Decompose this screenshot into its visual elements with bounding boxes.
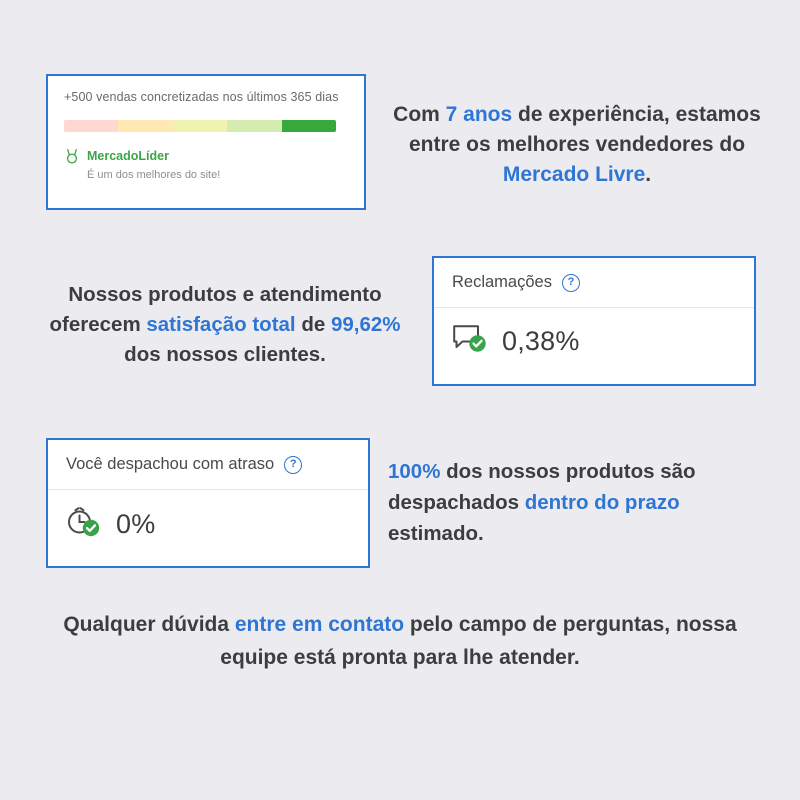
shipping-part1: dos nossos produtos são despachados <box>388 460 696 514</box>
leader-title-label: MercadoLíder <box>87 149 169 163</box>
contact-part1: Qualquer dúvida <box>63 613 235 636</box>
claims-card-header <box>434 258 754 308</box>
satisfaction-highlight-percent: 99,62% <box>330 313 401 336</box>
shipping-delay-card <box>46 438 370 568</box>
thermometer-segment-1 <box>64 120 118 132</box>
claims-card <box>432 256 756 386</box>
shipping-part2: estimado. <box>388 522 484 545</box>
medal-icon <box>64 148 80 164</box>
thermometer-segment-5 <box>282 120 336 132</box>
experience-highlight-years: 7 anos <box>445 103 513 126</box>
claims-card-body <box>434 308 754 375</box>
shipping-value: 0% <box>116 509 156 539</box>
experience-highlight-marketplace: Mercado Livre <box>502 163 646 186</box>
shipping-card-body <box>48 490 368 559</box>
reputation-thermometer <box>64 120 336 132</box>
leader-subtitle-label: É um dos melhores do site! <box>87 169 221 181</box>
satisfaction-part1: Nossos produtos e atendimento oferecem <box>49 283 382 336</box>
experience-text <box>382 100 772 190</box>
satisfaction-text <box>30 280 420 370</box>
shipping-highlight-percent: 100% <box>388 460 441 483</box>
shipping-card-header <box>48 440 368 490</box>
experience-part3: . <box>645 163 652 186</box>
experience-part2: de experiência, estamos entre os melhores vendedores do <box>408 103 761 156</box>
leader-row <box>64 148 348 164</box>
shipping-text <box>388 456 768 549</box>
thermometer-segment-2 <box>118 120 172 132</box>
claims-title-label: Reclamações <box>452 273 552 291</box>
shipping-title-label: Você despachou com atraso <box>66 455 275 473</box>
contact-part2: pelo campo de perguntas, nossa equipe está pronta para lhe atender. <box>220 613 737 669</box>
satisfaction-part3: dos nossos clientes. <box>124 343 326 366</box>
contact-highlight-cta: entre em contato <box>234 613 405 636</box>
shipping-highlight-ontime: dentro do prazo <box>524 491 680 514</box>
thermometer-segment-3 <box>173 120 227 132</box>
help-icon[interactable]: ? <box>284 456 302 474</box>
satisfaction-highlight-total: satisfação total <box>146 313 296 336</box>
clock-check-icon <box>66 506 102 543</box>
seller-reputation-card <box>46 74 366 210</box>
help-icon[interactable]: ? <box>562 274 580 292</box>
sales-count-label: +500 vendas concretizadas nos últimos 365 dias <box>64 90 339 104</box>
chat-check-icon <box>452 324 488 359</box>
thermometer-segment-4 <box>227 120 281 132</box>
claims-value: 0,38% <box>502 326 580 356</box>
contact-text <box>60 608 740 674</box>
satisfaction-part2: de <box>295 313 331 336</box>
experience-part1: Com <box>393 103 446 126</box>
